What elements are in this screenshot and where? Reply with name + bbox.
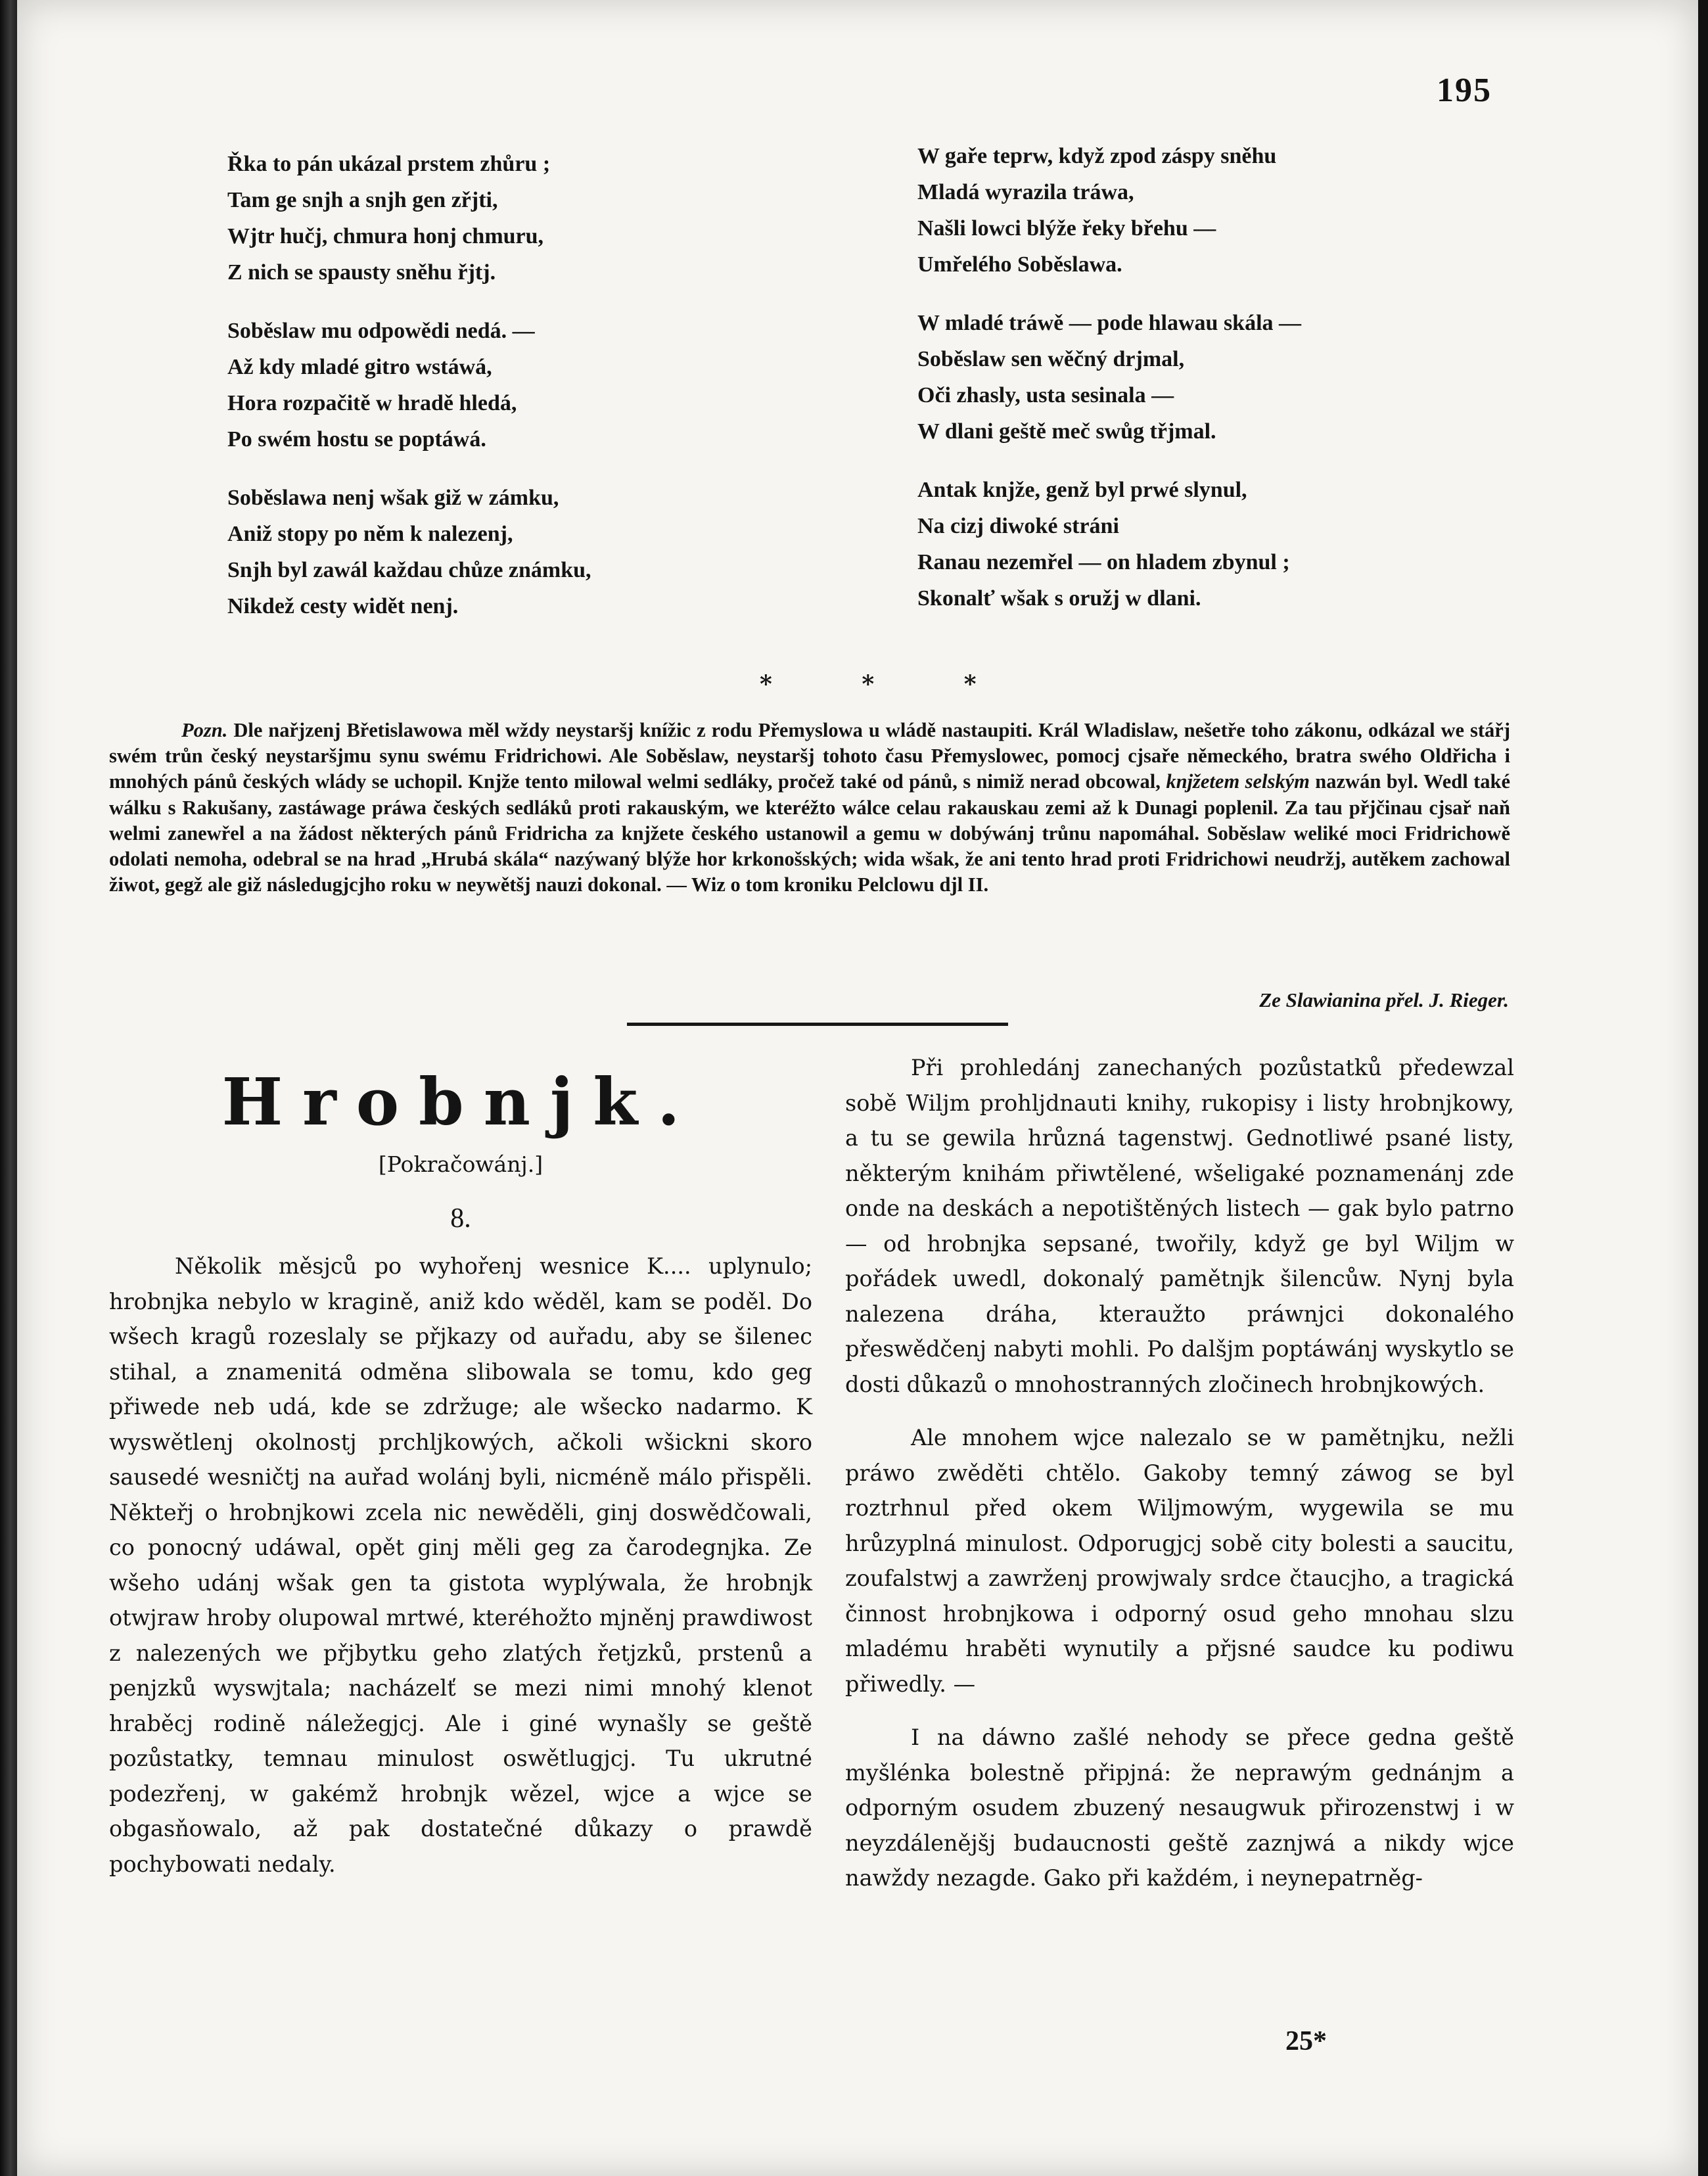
poem-line: Soběslawa nenj wšak giž w zámku, <box>227 486 559 510</box>
poem-line: Hora rozpačitě w hradě hledá, <box>227 391 517 415</box>
poem-line: Mladá wyrazila tráwa, <box>917 180 1134 204</box>
poem-line: Až kdy mladé gitro wstáwá, <box>227 355 492 379</box>
scan-right-edge <box>1698 0 1708 2176</box>
poem-line: Oči zhasly, usta sesinala — <box>917 383 1174 407</box>
footnote-text: nazwán byl. Wedl také wálku s Rakušany, zastáwage práwa českých sedláků proti rakauským, we kteréžto wálce celau rakauskau zemi až k Dunagi poplenil. Za tau přjčinau cjsař naň welmi zanewřel a na žádost některých pánů Fridricha za knjžete českého ustanowil a gemu w dobýwánj trůnu napomáhal. Soběslaw weliké moci Fridrichowě odolati nemoha, odebral se na hrad „Hrubá skála“ nazýwaný blýže hor krkonošských; wida wšak, že ani tento hrad proti Fridrichowi neudržj, autěkem zachowal žiwot, gegž ale giž následugjcjho roku w neywětšj nauzi dokonal. — Wiz o tom kroniku Pelclowu djl II. <box>109 770 1511 896</box>
footnote-emphasis: knjžetem selským <box>1166 770 1310 793</box>
poem-line: Snjh byl zawál každau chůze známku, <box>227 558 591 582</box>
article-paragraph: I na dáwno zašlé nehody se přece gedna geště myšlénka bolestně připjná: že neprawým gednánjm a odporným osudem zbuzený nesaugwuk přirozenstwj i w neyzdálenějšj budaucnosti geště zaznjwá a nikdy wjce nawždy nezagde. Gako při každém, i neynepatrněg- <box>845 1725 1514 1891</box>
article-paragraph: Ale mnohem wjce nalezalo se w pamětnjku, nežli práwo zwěděti chtělo. Gakoby temný záwog se byl roztrhnul před okem Wiljmowým, wygewila se mu hrůzyplná minulost. Odporugjcj sobě city bolesti a saucitu, zoufalstwj a zawrženj prowjwaly srdce čtaucjho, a tragická činnost hrobnjkowa i odporný osud geho mnohau slzu mladému hraběti wynutily a přjsné saudce ku podiwu přiwedly. — <box>845 1425 1514 1697</box>
poem-line: Řka to pán ukázal prstem zhůru ; <box>227 152 551 176</box>
scan-left-edge <box>0 0 17 2176</box>
poem-line: Umřelého Soběslawa. <box>917 252 1122 277</box>
poem-stanza <box>227 313 740 457</box>
poem-line: Tam ge snjh a snjh gen zřjti, <box>227 188 498 212</box>
poem-line: Ranau nezemřel — on hladem zbynul ; <box>917 550 1290 574</box>
poem-line: W gaře teprw, když zpod záspy sněhu <box>917 144 1277 168</box>
translator-signature: Ze Slawianina přel. J. Rieger. <box>1259 988 1509 1011</box>
poem-line: Soběslaw mu odpowědi nedá. — <box>227 319 535 343</box>
article-left-column <box>109 1249 812 1882</box>
article-paragraph: Při prohledánj zanechaných pozůstatků předewzal sobě Wiljm prohljdnauti knihy, rukopisy i listy hrobnjkowy, a tu se gewila hrůzná tagenstwj. Gednotliwé psané listy, některým knihám přiwtělené, wšeligaké poznamenánj zde onde na deskách a nepotištěných listech — gak bylo patrno — od hrobnjka sepsané, twořily, když ge byl Wiljm w pořádek uwedl, dokonalý pamětnjk šilencůw. Nynj byla nalezena dráha, kteraužto práwnjci dokonalého přeswědčenj nabyti mohli. Po dalšjm poptáwánj wyskytlo se dosti důkazů o mnohostranných zločinech hrobnjkowých. <box>845 1055 1514 1397</box>
poem-line: Našli lowci blýže řeky břehu — <box>917 216 1216 241</box>
poem-line: Nikdež cesty widět nenj. <box>227 594 459 618</box>
poem-stanza <box>227 146 740 290</box>
poem-line: W dlani geště meč swůg třjmal. <box>917 419 1216 444</box>
article-right-column <box>845 1050 1514 1896</box>
poem-right-column <box>917 138 1496 639</box>
article-paragraph: Několik měsjců po wyhořenj wesnice K.... uplynulo; hrobnjka nebylo w kragině, aniž kdo wěděl, kam se poděl. Do wšech kragů rozeslaly se přjkazy od auřadu, aby se šilenec stihal, a znamenitá odměna slibowala se tomu, kdo geg přiwede neb udá, kde se zdržuge; ale wšecko nadarmo. K wyswětlenj okolnostj prchljkowých, ačkoli wšickni skoro sausedé wesničtj na auřad wolánj byli, nicméně málo přispěli. Někteřj o hrobnjkowi zcela nic newěděli, ginj doswědčowali, co ponocný udáwal, opět ginj měli geg za čarodegnjka. Ze wšeho udánj wšak gen ta gistota wyplýwala, že hrobnjk otwjraw hroby olupowal mrtwé, kteréhožto mjněnj prawdiwost z nalezených we přjbytku geho zlatých řetjzků, prstenů a penjzků wyswjtala; nacházelť se mezi nimi mnohý klenot hraběcj rodině náležegjcj. Ale i giné wynašly se geště pozůstatky, temnau minulost oswětlugjcj. Tu ukrutné podezřenj, w gakémž hrobnjk wězel, wjce a wjce se obgasňowalo, až pak dostatečné důkazy o prawdě pochybowati nedaly. <box>109 1253 812 1877</box>
poem-line: Na cizj diwoké stráni <box>917 514 1119 538</box>
poem-stanza <box>917 305 1496 450</box>
poem-line: Aniž stopy po něm k nalezenj, <box>227 522 513 546</box>
poem-line: Z nich se spausty sněhu řjtj. <box>227 260 496 285</box>
asterism-divider: * * * <box>760 670 1017 698</box>
poem-line: Soběslaw sen wěčný drjmal, <box>917 347 1185 371</box>
poem-line: Po swém hostu se poptáwá. <box>227 427 486 451</box>
page-sheet <box>17 0 1698 2176</box>
poem-line: W mladé tráwě — pode hlawau skála — <box>917 311 1302 335</box>
poem-stanza <box>917 138 1496 283</box>
printer-signature-mark: 25* <box>1285 2026 1327 2056</box>
article-title: Hrobnjk. <box>221 1065 700 1140</box>
poem-line: Wjtr hučj, chmura honj chmuru, <box>227 224 544 248</box>
poem-stanza <box>917 472 1496 616</box>
section-divider <box>627 1023 1008 1026</box>
footnote-text: Dle nařjzenj Břetislawowa měl wždy neystaršj knížic z rodu Přemyslowa u wládě nastaupiti. Král Wladislaw, nešetře toho zákonu, odkázal we stářj swém trůn český neystaršjmu synu swému Fridrichowi. Ale Soběslaw, neystaršj tohoto času Přemyslowec, pomocj cjsaře německého, bratra swého Oldřicha i mnohých pánů českých wlády se uchopil. Knjže tento milowal welmi sedláky, pročež také od pánů, s nimiž nerad obcowal, <box>109 719 1510 793</box>
footnote <box>109 718 1510 898</box>
footnote-label: Pozn. <box>181 719 228 741</box>
chapter-number: 8. <box>450 1203 471 1234</box>
poem-line: Skonalť wšak s oružj w dlani. <box>917 586 1201 611</box>
poem-stanza <box>227 480 740 624</box>
poem-left-column <box>227 146 740 647</box>
continuation-note: [Pokračowánj.] <box>378 1151 543 1177</box>
poem-line: Antak knjže, genž byl prwé slynul, <box>917 478 1247 502</box>
page-number: 195 <box>1437 72 1492 109</box>
